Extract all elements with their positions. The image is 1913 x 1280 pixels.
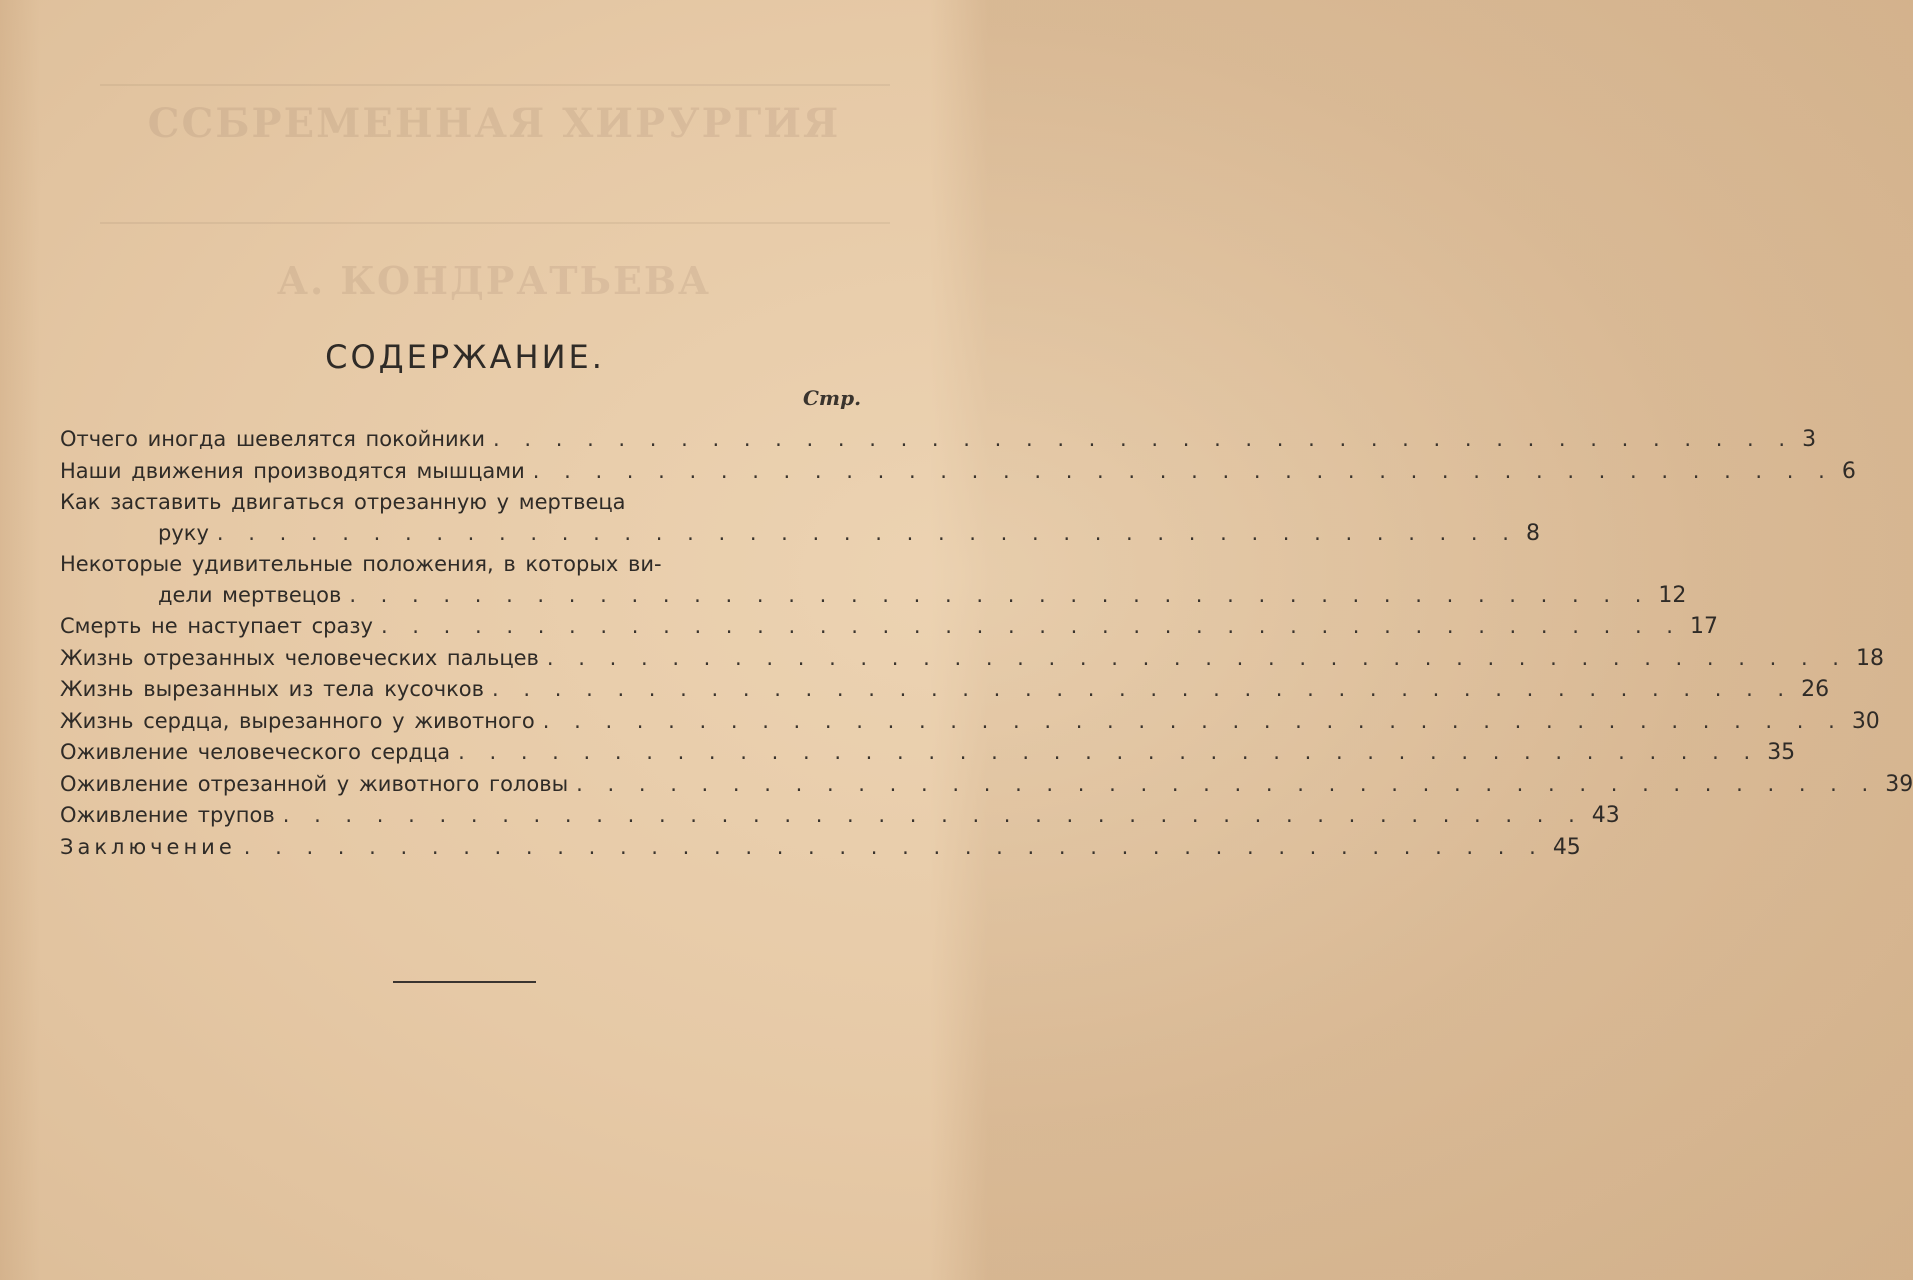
toc-entry-page: 18 xyxy=(1855,645,1884,671)
toc-entry-page: 12 xyxy=(1658,582,1687,608)
dot-leader: . . . . . . . . . . . . . . . . . . . . . . . . . . . . . . . . . . . . . . . . . . xyxy=(282,803,1584,827)
dot-leader: . . . . . . . . . . . . . . . . . . . . . . . . . . . . . . . . . . . . . . . . . . xyxy=(532,458,1834,483)
toc-entry-page: 17 xyxy=(1690,614,1718,639)
toc-title: СОДЕРЖАНИЕ. xyxy=(325,338,605,376)
toc-entry-title: Как заставить двигаться отрезанную у мертвеца xyxy=(60,490,626,514)
show-through-rule xyxy=(100,84,890,86)
toc-entry[interactable] xyxy=(60,487,1540,549)
toc-entry-title: Оживление человеческого сердца xyxy=(60,740,451,764)
toc-entry[interactable] xyxy=(60,706,1880,738)
dot-leader: . . . . . . . . . . . . . . . . . . . . . . . . . . . . . . . . . . . . . . . . . . xyxy=(349,582,1651,607)
toc-entry-title: Оживление трупов xyxy=(60,803,275,827)
toc-entry-page: 39 xyxy=(1885,771,1913,797)
dot-leader: . . . . . . . . . . . . . . . . . . . . . . . . . . . . . . . . . . . . . . . . . . xyxy=(492,677,1794,701)
toc-entry-title-continued: дели мертвецов xyxy=(158,582,342,607)
toc-entry[interactable] xyxy=(60,832,1581,864)
dot-leader: . . . . . . . . . . . . . . . . . . . . . . . . . . . . . . . . . . . . . . . . . . xyxy=(380,614,1682,638)
show-through-rule xyxy=(100,222,890,224)
dot-leader: . . . . . . . . . . . . . . . . . . . . . . . . . . . . . . . . . . . . . . . . . . xyxy=(542,708,1844,733)
toc-entry[interactable] xyxy=(60,737,1796,769)
toc-entry-title: Жизнь отрезанных человеческих пальцев xyxy=(60,645,539,670)
toc-entry[interactable] xyxy=(60,769,1913,801)
toc-entry[interactable] xyxy=(60,674,1830,706)
toc-entry[interactable] xyxy=(60,611,1718,643)
toc-entry-title: Отчего иногда шевелятся покойники xyxy=(60,427,486,451)
toc-entry[interactable] xyxy=(60,424,1817,456)
toc-entry-page: 6 xyxy=(1841,458,1856,484)
dot-leader: . . . . . . . . . . . . . . . . . . . . . . . . . . . . . . . . . . . . . . . . . . xyxy=(576,771,1878,796)
toc-list xyxy=(60,424,1913,863)
toc-entry-title: Некоторые удивительные положения, в которых ви- xyxy=(60,552,662,576)
toc-entry-page: 26 xyxy=(1801,677,1830,702)
dot-leader: . . . . . . . . . . . . . . . . . . . . . . . . . . . . . . . . . . . . . . . . . . xyxy=(493,427,1795,451)
dot-leader: . . . . . . . . . . . . . . . . . . . . . . . . . . . . . . . . . . . . . . . . . . xyxy=(243,834,1545,859)
toc-entry-page: 3 xyxy=(1802,427,1817,452)
dot-leader: . . . . . . . . . . . . . . . . . . . . . . . . . . . . . . . . . . . . . . . . . . xyxy=(458,740,1760,764)
show-through-text: ССБРЕМЕННАЯ ХИРУРГИЯ xyxy=(147,100,841,147)
toc-entry[interactable] xyxy=(60,643,1884,675)
closing-rule xyxy=(393,981,536,983)
toc-entry-title-continued: руку xyxy=(158,520,209,545)
toc-entry-page: 43 xyxy=(1591,803,1620,828)
dot-leader: . . . . . . . . . . . . . . . . . . . . . . . . . . . . . . . . . . . . . . . . . . xyxy=(546,645,1848,670)
toc-entry-title: Жизнь сердца, вырезанного у животного xyxy=(60,708,535,733)
toc-entry-title: Оживление отрезанной у животного головы xyxy=(60,771,569,796)
toc-entry-page: 35 xyxy=(1767,740,1796,765)
toc-entry-title: Жизнь вырезанных из тела кусочков xyxy=(60,677,485,701)
show-through-text: А. КОНДРАТЬЕВА xyxy=(277,258,711,303)
toc-entry[interactable] xyxy=(60,549,1687,611)
toc-entry-title: Наши движения производятся мышцами xyxy=(60,458,525,483)
toc-entry-page: 8 xyxy=(1525,520,1540,546)
toc-entry-title: Заключение xyxy=(60,834,236,859)
dot-leader: . . . . . . . . . . . . . . . . . . . . . . . . . . . . . . . . . . . . . . . . . . xyxy=(216,520,1518,545)
toc-entry[interactable] xyxy=(60,800,1620,832)
page-column-label: Стр. xyxy=(803,386,862,410)
toc-entry-page: 30 xyxy=(1851,708,1880,734)
toc-entry[interactable] xyxy=(60,456,1856,488)
toc-entry-page: 45 xyxy=(1552,834,1581,860)
toc-entry-title: Смерть не наступает сразу xyxy=(60,614,373,638)
